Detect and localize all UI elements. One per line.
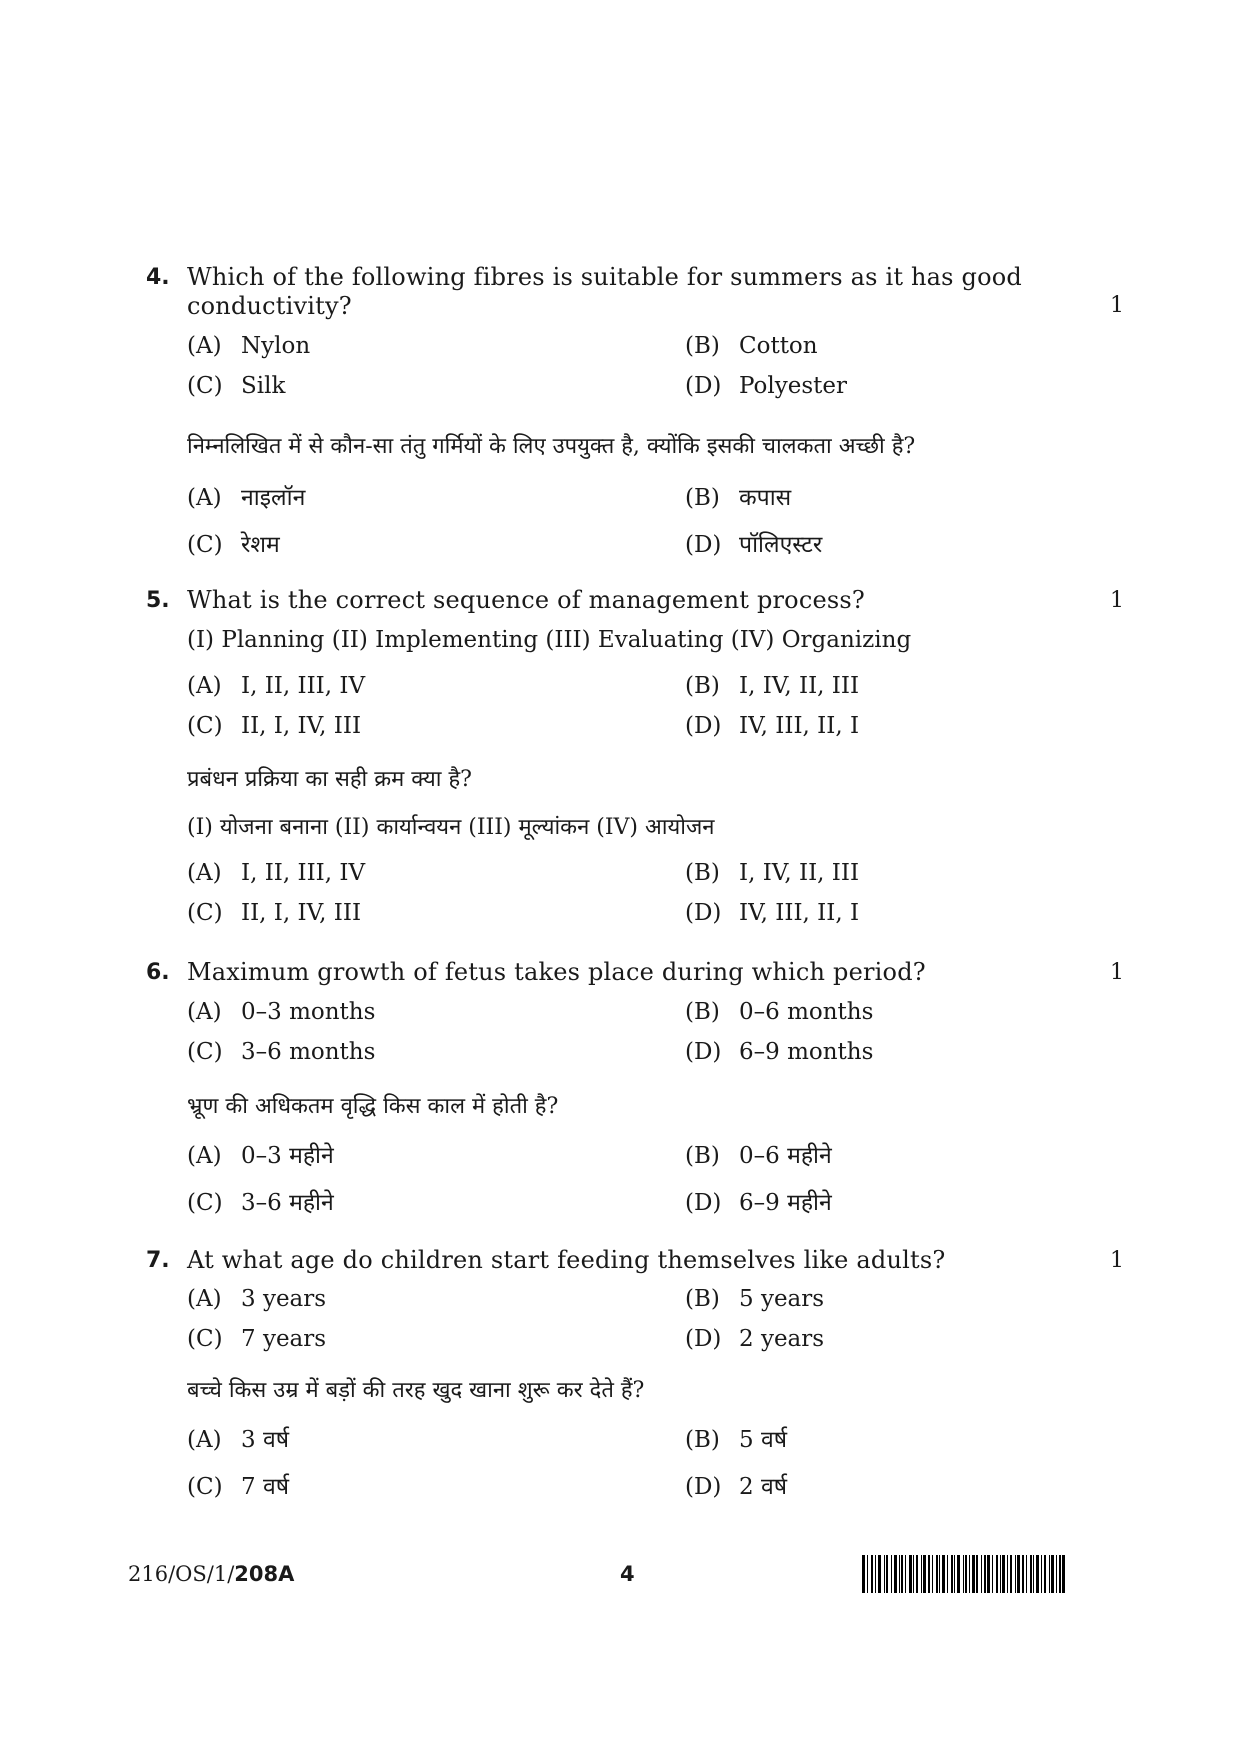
question-text-en-line2: conductivity?	[187, 292, 352, 320]
option-b-en: (B) Cotton	[685, 333, 818, 359]
sequence-hi: (I) योजना बनाना (II) कार्यान्वयन (III) मूल्यांकन (IV) आयोजन	[187, 815, 715, 840]
option-c-hi: (C) II, I, IV, III	[187, 900, 362, 926]
option-b-hi: (B) 0–6 महीने	[685, 1143, 832, 1169]
option-b-en: (B) 5 years	[685, 1286, 825, 1312]
barcode-icon	[862, 1555, 1132, 1593]
option-c-en: (C) II, I, IV, III	[187, 713, 362, 739]
question-text-en: What is the correct sequence of management process?	[187, 586, 865, 614]
question-marks: 1	[1110, 293, 1124, 318]
question-marks: 1	[1110, 1248, 1124, 1273]
option-c-hi: (C) 3–6 महीने	[187, 1190, 334, 1216]
option-d-en: (D) 2 years	[685, 1326, 825, 1352]
option-a-en: (A) I, II, III, IV	[187, 673, 366, 699]
question-text-en: At what age do children start feeding themselves like adults?	[187, 1246, 946, 1274]
option-d-hi: (D) IV, III, II, I	[685, 900, 860, 926]
option-a-en: (A) 0–3 months	[187, 999, 376, 1025]
option-b-hi: (B) 5 वर्ष	[685, 1427, 788, 1453]
question-number: 5.	[146, 588, 170, 613]
question-text-hi: बच्चे किस उम्र में बड़ों की तरह खुद खाना शुरू कर देते हैं?	[187, 1378, 645, 1403]
option-a-hi: (A) 3 वर्ष	[187, 1427, 290, 1453]
question-marks: 1	[1110, 588, 1124, 613]
option-a-en: (A) Nylon	[187, 333, 311, 359]
option-d-hi: (D) पॉलिएस्टर	[685, 532, 823, 558]
option-b-en: (B) 0–6 months	[685, 999, 874, 1025]
option-c-en: (C) 3–6 months	[187, 1039, 376, 1065]
option-a-hi: (A) I, II, III, IV	[187, 860, 366, 886]
option-b-hi: (B) कपास	[685, 485, 792, 511]
option-d-en: (D) 6–9 months	[685, 1039, 874, 1065]
option-a-hi: (A) नाइलॉन	[187, 485, 306, 511]
option-b-en: (B) I, IV, II, III	[685, 673, 860, 699]
option-c-hi: (C) 7 वर्ष	[187, 1474, 290, 1500]
question-number: 4.	[146, 265, 170, 290]
question-text-hi: प्रबंधन प्रक्रिया का सही क्रम क्या है?	[187, 767, 472, 792]
option-c-en: (C) 7 years	[187, 1326, 327, 1352]
option-b-hi: (B) I, IV, II, III	[685, 860, 860, 886]
option-d-hi: (D) 2 वर्ष	[685, 1474, 788, 1500]
option-d-en: (D) Polyester	[685, 373, 848, 399]
question-text-hi: भ्रूण की अधिकतम वृद्धि किस काल में होती है?	[187, 1094, 559, 1119]
question-number: 7.	[146, 1248, 170, 1273]
question-marks: 1	[1110, 960, 1124, 985]
question-text-en-line1: Which of the following fibres is suitable for summers as it has good	[187, 263, 1022, 291]
option-a-en: (A) 3 years	[187, 1286, 327, 1312]
sequence-en: (I) Planning (II) Implementing (III) Evaluating (IV) Organizing	[187, 627, 912, 653]
question-text-en: Maximum growth of fetus takes place during which period?	[187, 958, 926, 986]
option-d-hi: (D) 6–9 महीने	[685, 1190, 832, 1216]
page-number: 4	[620, 1562, 635, 1586]
question-number: 6.	[146, 960, 170, 985]
question-text-hi: निम्नलिखित में से कौन-सा तंतु गर्मियों के लिए उपयुक्त है, क्योंकि इसकी चालकता अच्छी है?	[187, 434, 916, 459]
paper-code: 216/OS/1/208A	[128, 1562, 295, 1586]
option-c-hi: (C) रेशम	[187, 532, 280, 558]
option-d-en: (D) IV, III, II, I	[685, 713, 860, 739]
option-c-en: (C) Silk	[187, 373, 286, 399]
option-a-hi: (A) 0–3 महीने	[187, 1143, 334, 1169]
